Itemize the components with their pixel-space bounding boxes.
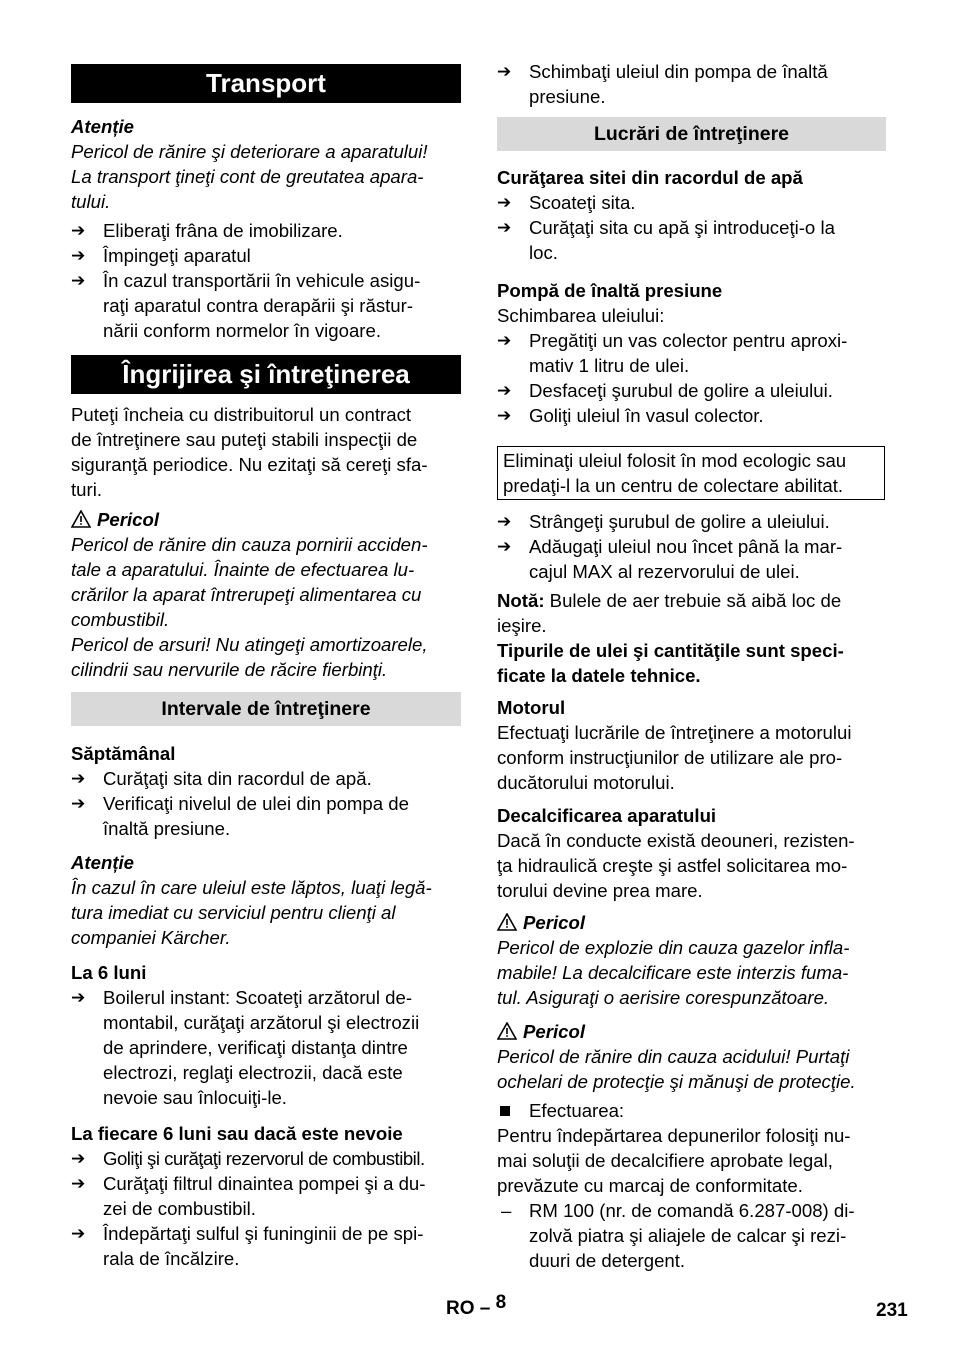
danger-text [71,532,461,682]
six-months-need-steps [71,1146,461,1271]
list-item [71,1146,461,1171]
text-line: torului devine prea mare. [497,880,703,901]
list-item [497,403,886,428]
note-label: Notă: [497,590,545,611]
text-line: mai soluţii de decalcifiere aprobate legal, [497,1150,833,1171]
execute-item: Efectuarea: [497,1098,886,1123]
list-item [71,243,461,268]
list-item-text: de aprindere, verificaţi distanţa dintre [103,1037,408,1058]
text-line: Pericol de rănire din cauza pornirii acciden- [71,534,428,555]
six-months-block [71,960,461,1110]
list-item-text: Verificaţi nivelul de ulei din pompa de [103,793,409,814]
list-item-text: raţi aparatul contra derapării şi răstur- [103,295,414,316]
execute-block [497,1098,886,1273]
text-line: ochelari de protecţie şi mănuşi de protecţie. [497,1071,856,1092]
list-item [497,59,886,109]
list-item-text: Curăţaţi sita din racordul de apă. [103,768,372,789]
text-line: Efectuaţi lucrările de întreţinere a motorului [497,722,852,743]
text-line: turi. [71,479,102,500]
caution-label: Atenție [71,116,135,137]
list-item-text: În cazul transportării în vehicule asigu- [103,270,421,291]
list-item-text: nării conform normelor în vigoare. [103,320,381,341]
list-item-text: montabil, curăţaţi arzătorul şi electrozii [103,1012,420,1033]
text-line: Schimbaţi uleiul din pompa de înaltă [529,61,828,82]
six-months-title: La 6 luni [71,962,147,983]
list-item [497,190,886,215]
note-text-1: Bulele de aer trebuie să aibă loc de [544,590,842,611]
text-line: Tipurile de ulei şi cantităţile sunt speci- [497,640,844,661]
motor-block [497,695,886,795]
pump-title: Pompă de înaltă presiune [497,280,723,301]
danger-block-1 [71,507,461,682]
text-line: Pericol de rănire din cauza acidului! Purtaţi [497,1046,850,1067]
list-item-text: Desfaceţi şurubul de golire a uleiului. [529,380,833,401]
arrow-right-icon: ➔ [71,1149,86,1168]
caution-text-2 [71,875,461,950]
arrow-right-icon: ➔ [497,62,512,81]
arrow-right-icon: ➔ [497,331,512,350]
list-item-text: Curăţaţi sita cu apă şi introduceţi-o la [529,217,835,238]
list-item-text: nevoie sau înlocuiţi-le. [103,1087,287,1108]
list-item-text: loc. [529,242,558,263]
text-line: crărilor la aparat întrerupeţi alimentarea cu [71,584,422,605]
list-item-text: zei de combustibil. [103,1198,256,1219]
text-line: În cazul în care uleiul este lăptos, luaţi legă- [71,877,432,898]
descale-text [497,828,886,903]
pump-subtitle: Schimbarea uleiului: [497,305,665,326]
list-item-text: cajul MAX al rezervorului de ulei. [529,561,800,582]
danger-label-2: Pericol [523,912,586,933]
text-line: combustibil. [71,609,170,630]
weekly-steps [71,766,461,841]
list-item-text: Adăugaţi uleiul nou încet până la mar- [529,536,843,557]
text-line: Puteţi încheia cu distribuitorul un contract [71,404,412,425]
sieve-steps [497,190,886,265]
text-line: cilindrii sau nervurile de răcire fierbinţi. [71,659,388,680]
text-line: ţa hidraulică creşte şi astfel solicitarea mo- [497,855,848,876]
warning-triangle-icon [497,1019,523,1044]
motor-text [497,720,886,795]
text-line: prevăzute cu marcaj de conformitate. [497,1175,803,1196]
list-item [71,1221,461,1271]
text-line: RM 100 (nr. de comandă 6.287-008) di- [529,1200,855,1221]
list-item-text: Eliberaţi frâna de imobilizare. [103,220,343,241]
weekly-title: Săptămânal [71,743,176,764]
arrow-right-icon: ➔ [71,1174,86,1193]
list-item [497,534,886,584]
text-line: tului. [71,191,111,212]
oil-types-note [497,638,886,688]
pump-steps [497,328,886,428]
danger-text-3 [497,1044,886,1094]
arrow-right-icon: ➔ [71,1224,86,1243]
list-item [497,328,886,378]
square-bullet-icon [500,1106,510,1116]
danger-block-3 [497,1019,886,1094]
caution-block-2 [71,850,461,950]
arrow-right-icon: ➔ [497,537,512,556]
text-line: tul. Asiguraţi o aerisire corespunzătoare. [497,987,830,1008]
arrow-right-icon: ➔ [497,193,512,212]
descale-title: Decalcificarea aparatului [497,805,717,826]
text-line: Pericol de explozie din cauza gazelor infla- [497,937,850,958]
text-line: presiune. [529,86,606,107]
arrow-right-icon: ➔ [71,271,86,290]
text-line: ducătorului motorului. [497,772,675,793]
list-item-text: Îndepărtaţi sulful şi funinginii de pe spi- [103,1223,424,1244]
list-item [71,766,461,791]
list-item [497,215,886,265]
list-item-text: Boilerul instant: Scoateţi arzătorul de- [103,987,413,1008]
subsection-title-works: Lucrări de întreţinere [497,117,886,151]
arrow-right-icon: ➔ [71,794,86,813]
list-item-text: Curăţaţi filtrul dinaintea pompei şi a du- [103,1173,426,1194]
text-line: Pericol de rănire şi deteriorare a aparatului! [71,141,428,162]
page-footer-language: RO – $^8$ [446,1292,507,1319]
text-line: siguranţă periodice. Nu ezitaţi să cereţi sfa- [71,454,428,475]
pump-block [497,278,886,428]
list-item [71,1171,461,1221]
list-item-text: rala de încălzire. [103,1248,240,1269]
arrow-right-icon: ➔ [497,218,512,237]
arrow-right-icon: ➔ [71,988,86,1007]
text-line: mabile! La decalcificare este interzis fuma- [497,962,849,983]
local-page-number: 8 [495,1292,507,1313]
list-item-text: Goliţi şi curăţaţi rezervorul de combustibil. [103,1148,425,1169]
arrow-right-icon: ➔ [497,406,512,425]
care-intro [71,402,461,502]
text-line: conform instrucţiunilor de utilizare ale pro- [497,747,843,768]
motor-title: Motorul [497,697,566,718]
list-item-text: electrozi, reglaţi electrozii, dacă este [103,1062,403,1083]
sieve-title: Curăţarea sitei din racordul de apă [497,167,803,188]
text-line: Dacă în conducte există deouneri, rezisten- [497,830,855,851]
list-item [71,985,461,1110]
text-line: predaţi-l la un centru de colectare abilitat. [503,475,844,496]
text-line: Pentru îndepărtarea depunerilor folosiţi nu- [497,1125,851,1146]
list-item-text: Goliţi uleiul în vasul colector. [529,405,764,426]
six-months-steps [71,985,461,1110]
notice-box [497,446,885,500]
execute-text [497,1123,886,1198]
text-line: tale a aparatului. Înainte de efectuarea lu- [71,559,415,580]
list-item [71,268,461,343]
danger-block-2 [497,910,886,1010]
text-line: duuri de detergent. [529,1250,686,1271]
text-line: Eliminaţi uleiul folosit în mod ecologic sau [503,450,847,471]
text-line: companiei Kärcher. [71,927,231,948]
arrow-right-icon: ➔ [71,246,86,265]
weekly-block [71,741,461,841]
descale-block [497,803,886,903]
text-line: tura imediat cu serviciul pentru clienţi al [71,902,396,923]
six-months-need-block [71,1121,461,1271]
text-line: ficate la datele tehnice. [497,665,701,686]
pump-steps-2 [497,509,886,584]
six-months-need-title: La fiecare 6 luni sau dacă este nevoie [71,1123,403,1144]
note-block [497,588,886,638]
text-line: de întreţinere sau puteţi stabili inspecţii de [71,429,418,450]
list-item [71,218,461,243]
sieve-block [497,165,886,265]
caution-block-1 [71,114,461,214]
dash-item [497,1198,886,1273]
list-item-text: mativ 1 litru de ulei. [529,355,690,376]
page-number: 231 [876,1300,908,1321]
list-item [71,791,461,841]
list-item [497,509,886,534]
subsection-title-intervals: Intervale de întreţinere [71,692,461,726]
list-item-text: Scoateţi sita. [529,192,636,213]
list-item-text: înaltă presiune. [103,818,231,839]
warning-triangle-icon [71,507,97,532]
danger-text-2 [497,935,886,1010]
arrow-right-icon: ➔ [497,512,512,531]
list-item [497,378,886,403]
caution-text [71,139,461,214]
dash-bullet: – [501,1200,512,1221]
danger-label-3: Pericol [523,1021,586,1042]
text-line: Pericol de arsuri! Nu atingeţi amortizoarele, [71,634,428,655]
arrow-right-icon: ➔ [71,221,86,240]
text-line: zolvă piatra şi aliajele de calcar şi rezi- [529,1225,847,1246]
text-line: La transport ţineţi cont de greutatea apara- [71,166,424,187]
arrow-right-icon: ➔ [71,769,86,788]
list-item-text: Pregătiţi un vas colector pentru aproxi- [529,330,848,351]
list-item-text: Împingeţi aparatul [103,245,251,266]
warning-triangle-icon [497,910,523,935]
arrow-right-icon: ➔ [497,381,512,400]
danger-label: Pericol [97,509,160,530]
section-title-care: Îngrijirea şi întreţinerea [71,355,461,394]
transport-steps [71,218,461,343]
oil-change-step [497,59,886,109]
section-title-transport: Transport [71,64,461,103]
note-text-2: ieşire. [497,615,547,636]
caution-label-2: Atenție [71,852,135,873]
list-item-text: Strângeţi şurubul de golire a uleiului. [529,511,830,532]
